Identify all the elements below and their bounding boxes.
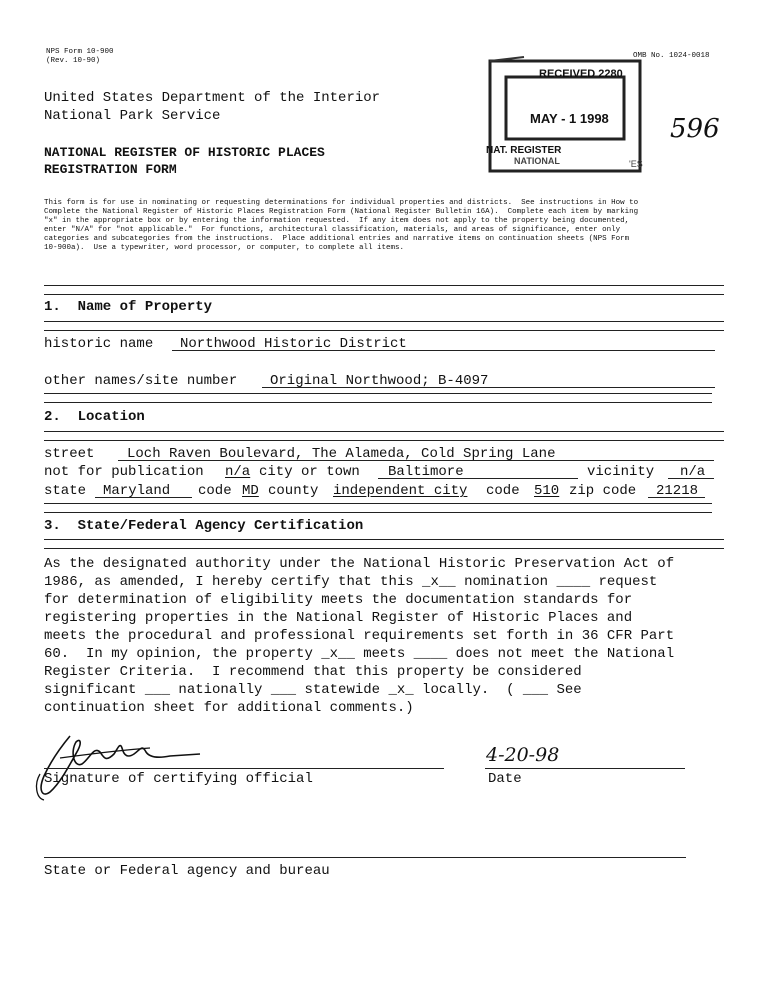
form-id: NPS Form 10-900 bbox=[46, 48, 114, 56]
code-label: code bbox=[198, 483, 232, 499]
svg-text:4-20-98: 4-20-98 bbox=[486, 744, 560, 766]
instructions-line: categories and subcategories from the instructions. Place additional entries and narrative items on continuation sheets (NPS Form bbox=[44, 235, 630, 243]
city-value: Baltimore bbox=[388, 464, 464, 480]
code-value: MD bbox=[242, 483, 259, 499]
signature-label: Signature of certifying official bbox=[44, 771, 313, 787]
other-names-label: other names/site number bbox=[44, 373, 238, 389]
signature-image bbox=[30, 728, 220, 803]
county-code-label: code bbox=[486, 483, 520, 499]
svg-text:596: 596 bbox=[670, 114, 720, 144]
county-value: independent city bbox=[333, 483, 468, 499]
certification-line: 60. In my opinion, the property _x__ meets ____ does not meet the National bbox=[44, 646, 675, 662]
certification-line: significant ___ nationally ___ statewide _x_ locally. ( ___ See bbox=[44, 682, 582, 698]
certification-line: registering properties in the National Register of Historic Places and bbox=[44, 610, 633, 626]
historic-name-label: historic name bbox=[44, 336, 154, 352]
certification-line: Register Criteria. I recommend that this property be considered bbox=[44, 664, 582, 680]
state-label: state bbox=[44, 483, 87, 499]
section3-heading: 3. State/Federal Agency Certification bbox=[44, 518, 364, 534]
department-name: United States Department of the Interior bbox=[44, 90, 381, 106]
section-divider bbox=[44, 285, 724, 295]
date-line bbox=[485, 768, 685, 769]
city-line bbox=[378, 478, 578, 479]
section-divider bbox=[44, 431, 724, 441]
vicinity-line bbox=[668, 478, 714, 479]
state-line bbox=[95, 497, 192, 498]
vicinity-label: vicinity bbox=[587, 464, 655, 480]
stamp-register: NAT. REGISTER bbox=[486, 145, 562, 156]
other-names-line bbox=[262, 387, 715, 388]
instructions-line: enter "N/A" for "not applicable." For functions, architectural classification, materials, and areas of significance, enter only bbox=[44, 226, 621, 234]
certification-line: meets the procedural and professional requirements set forth in 36 CFR Part bbox=[44, 628, 675, 644]
other-names-value: Original Northwood; B-4097 bbox=[270, 373, 489, 389]
section1-heading: 1. Name of Property bbox=[44, 299, 213, 315]
omb-number: OMB No. 1024-0018 bbox=[633, 52, 710, 60]
street-label: street bbox=[44, 446, 95, 462]
form-rev: (Rev. 10-90) bbox=[46, 57, 101, 65]
street-value: Loch Raven Boulevard, The Alameda, Cold Spring Lane bbox=[127, 446, 556, 462]
instructions-block bbox=[44, 199, 638, 253]
certification-line: for determination of eligibility meets the documentation standards for bbox=[44, 592, 633, 608]
historic-name-value: Northwood Historic District bbox=[180, 336, 407, 352]
certification-line: 1986, as amended, I hereby certify that this _x__ nomination ____ request bbox=[44, 574, 658, 590]
section-divider bbox=[44, 539, 724, 549]
zip-value: 21218 bbox=[656, 483, 699, 499]
handwritten-date bbox=[484, 735, 594, 770]
instructions-line: Complete the National Register of Historic Places Registration Form (National Register Bulletin 16A). Complete each item by marking bbox=[44, 208, 639, 216]
form-title: NATIONAL REGISTER OF HISTORIC PLACES bbox=[44, 145, 325, 160]
form-subtitle: REGISTRATION FORM bbox=[44, 162, 177, 177]
nfp-label: not for publication bbox=[44, 464, 204, 480]
certification-line: As the designated authority under the National Historic Preservation Act of bbox=[44, 556, 675, 572]
zip-label: zip code bbox=[569, 483, 637, 499]
certification-paragraph bbox=[44, 555, 674, 717]
state-value: Maryland bbox=[103, 483, 171, 499]
instructions-line: 10-900a). Use a typewriter, word processor, or computer, to complete all items. bbox=[44, 244, 405, 252]
stamp-date: MAY - 1 1998 bbox=[530, 111, 609, 126]
county-label: county bbox=[268, 483, 319, 499]
certification-line: continuation sheet for additional comments.) bbox=[44, 700, 414, 716]
vicinity-value: n/a bbox=[680, 464, 706, 480]
handwritten-number bbox=[668, 107, 728, 147]
stamp-received: RECEIVED 2280 bbox=[539, 68, 623, 80]
signature-line bbox=[44, 768, 444, 769]
agency-label: State or Federal agency and bureau bbox=[44, 863, 330, 879]
section2-heading: 2. Location bbox=[44, 409, 145, 425]
city-label: city or town bbox=[259, 464, 360, 480]
instructions-line: "x" in the appropriate box or by entering the information requested. If any item does not apply to the property being documented, bbox=[44, 217, 630, 225]
section-divider bbox=[44, 503, 712, 513]
historic-name-line bbox=[172, 350, 715, 351]
section-divider bbox=[44, 321, 724, 331]
agency-line bbox=[44, 857, 686, 858]
stamp-national: NATIONAL bbox=[514, 156, 560, 166]
county-code-value: 510 bbox=[534, 483, 560, 499]
received-stamp bbox=[484, 55, 652, 185]
zip-line bbox=[648, 497, 705, 498]
instructions-line: This form is for use in nominating or requesting determinations for individual properties and districts. See instructions in How to bbox=[44, 199, 639, 207]
street-line bbox=[118, 460, 714, 461]
nfp-value: n/a bbox=[225, 464, 251, 480]
agency-name: National Park Service bbox=[44, 108, 221, 124]
section-divider bbox=[44, 393, 712, 403]
stamp-tail: 'ES bbox=[629, 159, 643, 169]
date-label: Date bbox=[488, 771, 522, 787]
